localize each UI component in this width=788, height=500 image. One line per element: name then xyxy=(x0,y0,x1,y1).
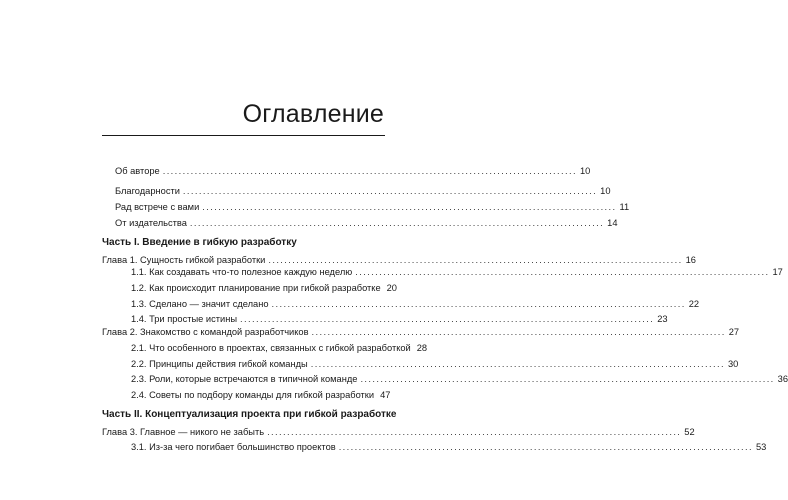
toc-entry-text: Глава 1. Сущность гибкой разработки xyxy=(102,255,266,265)
toc-section-2-1[interactable] xyxy=(131,342,428,354)
toc-entry-text: 2.2. Принципы действия гибкой команды xyxy=(131,359,308,369)
toc-page-number: 17 xyxy=(772,267,783,277)
toc-entry-text: 1.4. Три простые истины xyxy=(131,314,238,324)
toc-leader-dots: ........................................................................................................ xyxy=(182,186,598,196)
toc-section-1-2[interactable] xyxy=(131,282,397,294)
toc-page-number: 22 xyxy=(688,299,700,309)
toc-section-3-1[interactable] xyxy=(131,441,767,453)
toc-entry-text: 3.1. Из-за чего погибает большинство проектов xyxy=(131,442,336,452)
toc-entry-text: 1.2. Как происходит планирование при гибкой разработке xyxy=(131,283,381,293)
toc-page-number: 10 xyxy=(600,186,611,196)
toc-leader-dots: ........................................................................................................ xyxy=(355,267,770,277)
toc-page-number: 53 xyxy=(755,442,767,452)
toc-chapter-2[interactable] xyxy=(102,326,740,338)
toc-entry-welcome[interactable] xyxy=(115,201,630,213)
toc-chapter-3[interactable] xyxy=(102,426,695,438)
toc-page-number: 47 xyxy=(380,390,391,400)
toc-page-number: 30 xyxy=(727,359,739,369)
toc-page-number: 20 xyxy=(386,283,397,293)
toc-entry-about-author[interactable] xyxy=(115,165,591,177)
toc-entry-text: Рад встрече с вами xyxy=(115,202,200,212)
toc-section-1-1[interactable] xyxy=(131,266,783,278)
toc-entry-text: От издательства xyxy=(115,218,187,228)
toc-page-number: 11 xyxy=(619,202,630,212)
toc-page-number: 28 xyxy=(416,343,428,353)
toc-leader-dots: ........................................................................................................ xyxy=(202,202,617,212)
page-title: Оглавление xyxy=(242,100,384,128)
toc-section-2-2[interactable] xyxy=(131,358,739,370)
toc-entry-text: Благодарности xyxy=(115,186,180,196)
toc-entry-text: 2.1. Что особенного в проектах, связанных с гибкой разработкой xyxy=(131,343,411,353)
toc-leader-dots: ........................................................................................................ xyxy=(310,359,725,369)
toc-part-heading-1[interactable]: Часть I. Введение в гибкую разработку xyxy=(102,237,297,248)
toc-entry-text: 1.3. Сделано — значит сделано xyxy=(131,299,269,309)
toc-section-1-4[interactable] xyxy=(131,313,668,325)
title-rule xyxy=(102,135,385,136)
toc-leader-dots: ........................................................................................................ xyxy=(189,218,605,228)
toc-entry-text: 1.1. Как создавать что-то полезное каждую неделю xyxy=(131,267,353,277)
toc-page-number: 23 xyxy=(657,314,668,324)
toc-section-1-3[interactable] xyxy=(131,298,700,310)
toc-leader-dots: ........................................................................................................ xyxy=(240,314,655,324)
toc-entry-text: 2.3. Роли, которые встречаются в типичной команде xyxy=(131,374,358,384)
toc-part-heading-2[interactable]: Часть II. Концептуализация проекта при гибкой разработке xyxy=(102,409,397,420)
toc-page-number: 16 xyxy=(685,255,696,265)
toc-leader-dots: ........................................................................................................ xyxy=(338,442,753,452)
toc-leader-dots: ........................................................................................................ xyxy=(311,327,726,337)
toc-page-number: 10 xyxy=(579,166,591,176)
toc-entry-text: Глава 3. Главное — никого не забыть xyxy=(102,427,265,437)
toc-entry-publisher[interactable] xyxy=(115,217,618,229)
toc-entry-acknowledgements[interactable] xyxy=(115,185,611,197)
toc-section-2-4[interactable] xyxy=(131,389,391,401)
toc-page-number: 52 xyxy=(684,427,695,437)
toc-entry-text: Глава 2. Знакомство с командой разработчиков xyxy=(102,327,309,337)
toc-leader-dots: ........................................................................................................ xyxy=(267,427,682,437)
toc-page-number: 27 xyxy=(728,327,740,337)
toc-entry-text: 2.4. Советы по подбору команды для гибкой разработки xyxy=(131,390,375,400)
toc-leader-dots: ........................................................................................................ xyxy=(360,374,775,384)
toc-leader-dots: ........................................................................................................ xyxy=(268,255,683,265)
toc-leader-dots: ........................................................................................................ xyxy=(162,166,577,176)
toc-page-number: 14 xyxy=(607,218,618,228)
toc-page-number: 36 xyxy=(777,374,788,384)
toc-leader-dots: ........................................................................................................ xyxy=(271,299,686,309)
toc-section-2-3[interactable] xyxy=(131,373,788,385)
toc-chapter-1[interactable] xyxy=(102,254,696,266)
toc-entry-text: Об авторе xyxy=(115,166,160,176)
